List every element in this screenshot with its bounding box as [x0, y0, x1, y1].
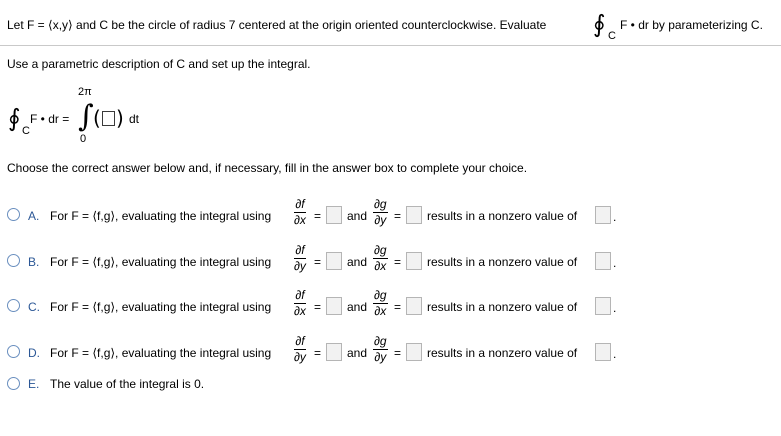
- equals-sign: =: [314, 255, 322, 269]
- equals-sign: =: [314, 209, 322, 223]
- answer-box-a-1[interactable]: [326, 206, 342, 224]
- equals-sign: =: [314, 346, 322, 360]
- radio-option-a[interactable]: [7, 208, 20, 221]
- period: .: [613, 301, 617, 315]
- partial-derivative-1: $\frac{\partial f}{\partial y}$: [294, 243, 306, 273]
- answer-box-a-3[interactable]: [595, 206, 611, 224]
- option-letter: A.: [28, 209, 40, 223]
- partial-derivative-1: $\frac{\partial f}{\partial y}$: [294, 334, 306, 364]
- and-text: and: [347, 300, 368, 314]
- partial-derivative-2: $\frac{\partial g}{\partial y}$: [374, 197, 387, 227]
- option-lead: For F = ⟨f,g⟩, evaluating the integral using: [50, 255, 272, 269]
- integral-symbol: ∫: [78, 99, 94, 134]
- option-letter: B.: [28, 255, 40, 269]
- dt-label: dt: [129, 112, 140, 126]
- radio-option-b[interactable]: [7, 254, 20, 267]
- partial-derivative-2: $\frac{\partial g}{\partial y}$: [374, 334, 387, 364]
- period: .: [613, 347, 617, 361]
- period: .: [613, 256, 617, 270]
- contour-subscript: C: [608, 30, 616, 42]
- answer-box-c-3[interactable]: [595, 297, 611, 315]
- option-lead: For F = ⟨f,g⟩, evaluating the integral using: [50, 300, 272, 314]
- period: .: [613, 210, 617, 224]
- answer-box-c-1[interactable]: [326, 297, 342, 315]
- partial-derivative-2: $\frac{\partial g}{\partial x}$: [374, 243, 387, 273]
- answer-box-d-2[interactable]: [406, 343, 422, 361]
- option-lead: For F = ⟨f,g⟩, evaluating the integral using: [50, 346, 272, 360]
- answer-box-d-3[interactable]: [595, 343, 611, 361]
- answer-box-d-1[interactable]: [326, 343, 342, 361]
- option-tail: results in a nonzero value of: [427, 346, 578, 360]
- answer-box-b-2[interactable]: [406, 252, 422, 270]
- instruction-text: Use a parametric description of C and set up the integral.: [7, 57, 311, 71]
- close-paren: ): [116, 106, 124, 130]
- contour-integral-symbol-2: ∮: [8, 104, 21, 132]
- option-letter: E.: [28, 377, 40, 391]
- divider: [0, 45, 781, 46]
- open-paren: (: [93, 106, 101, 130]
- partial-derivative-2: $\frac{\partial g}{\partial x}$: [374, 288, 387, 318]
- question-text: Let F = ⟨x,y⟩ and C be the circle of radius 7 centered at the origin oriented counterclockwise. Evaluate: [7, 18, 547, 32]
- equals-sign: =: [394, 300, 402, 314]
- answer-box-a-2[interactable]: [406, 206, 422, 224]
- integral-lhs: F • dr =: [30, 112, 70, 126]
- option-tail: results in a nonzero value of: [427, 255, 578, 269]
- equals-sign: =: [314, 300, 322, 314]
- and-text: and: [347, 346, 368, 360]
- equals-sign: =: [394, 209, 402, 223]
- lower-limit: 0: [80, 133, 87, 145]
- contour-integral-symbol: ∮: [593, 10, 606, 38]
- radio-option-d[interactable]: [7, 345, 20, 358]
- contour-subscript-2: C: [22, 125, 30, 137]
- choose-text: Choose the correct answer below and, if necessary, fill in the answer box to complete your choice.: [7, 161, 528, 175]
- option-tail: results in a nonzero value of: [427, 300, 578, 314]
- integrand-input[interactable]: [102, 111, 115, 126]
- upper-limit: 2π: [78, 86, 92, 98]
- and-text: and: [347, 209, 368, 223]
- option-e-text: The value of the integral is 0.: [50, 377, 205, 391]
- partial-derivative-1: $\frac{\partial f}{\partial x}$: [294, 197, 306, 227]
- option-lead: For F = ⟨f,g⟩, evaluating the integral using: [50, 209, 272, 223]
- radio-option-c[interactable]: [7, 299, 20, 312]
- radio-option-e[interactable]: [7, 377, 20, 390]
- equals-sign: =: [394, 255, 402, 269]
- answer-box-b-3[interactable]: [595, 252, 611, 270]
- option-tail: results in a nonzero value of: [427, 209, 578, 223]
- answer-box-c-2[interactable]: [406, 297, 422, 315]
- and-text: and: [347, 255, 368, 269]
- option-letter: C.: [28, 300, 40, 314]
- equals-sign: =: [394, 346, 402, 360]
- partial-derivative-1: $\frac{\partial f}{\partial x}$: [294, 288, 306, 318]
- answer-box-b-1[interactable]: [326, 252, 342, 270]
- option-letter: D.: [28, 346, 40, 360]
- question-text-end: F • dr by parameterizing C.: [620, 18, 763, 32]
